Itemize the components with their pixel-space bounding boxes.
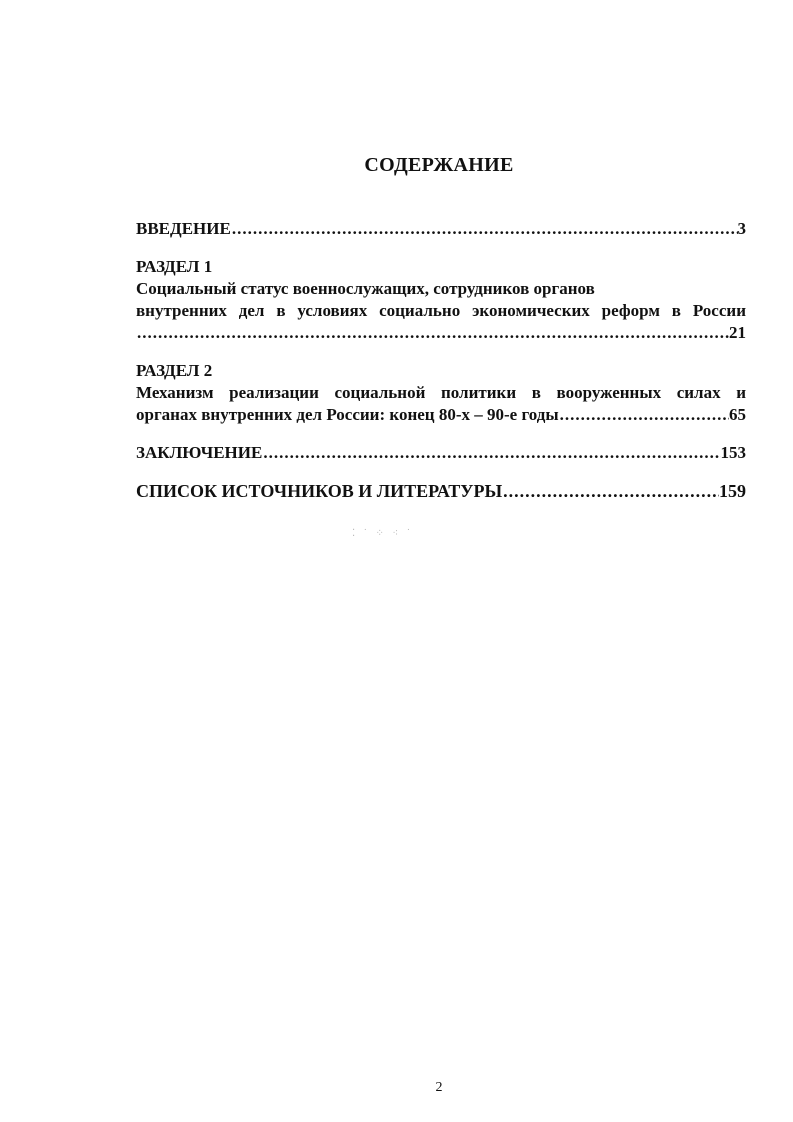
toc-section-heading: РАЗДЕЛ 1 — [136, 257, 213, 276]
dot-leader — [231, 218, 738, 240]
dot-leader — [559, 404, 729, 426]
toc-entry-section-2[interactable] — [136, 360, 746, 426]
toc-entry-references[interactable] — [136, 480, 746, 502]
page-title: СОДЕРЖАНИЕ — [364, 154, 514, 176]
dot-leader — [262, 442, 720, 464]
toc-line — [136, 322, 746, 344]
toc-line — [136, 404, 746, 426]
toc-entry-label: СПИСОК ИСТОЧНИКОВ И ЛИТЕРАТУРЫ — [136, 481, 503, 501]
table-of-contents — [136, 218, 746, 502]
dot-leader — [502, 480, 719, 502]
toc-page-number: 153 — [720, 443, 746, 462]
dot-leader — [136, 322, 729, 344]
toc-entry-introduction[interactable] — [136, 218, 746, 240]
toc-page-number: 3 — [737, 219, 746, 238]
toc-entry-section-1[interactable] — [136, 256, 746, 344]
toc-entry-title-line: внутренних дел в условиях социально экономических реформ в России — [136, 301, 746, 320]
toc-line — [136, 480, 746, 502]
toc-section-heading: РАЗДЕЛ 2 — [136, 361, 213, 380]
toc-entry-label: ЗАКЛЮЧЕНИЕ — [136, 443, 263, 462]
toc-entry-title-line: Механизм реализации социальной политики в вооруженных силах и — [136, 383, 746, 402]
toc-line — [136, 218, 746, 240]
toc-page-number: 21 — [729, 323, 746, 342]
toc-entry-label: ВВЕДЕНИЕ — [136, 219, 231, 238]
page-number: 2 — [435, 1080, 443, 1095]
toc-line — [136, 442, 746, 464]
scan-artifact: ⁚ ˙ ⁘ ⁖ ˙ — [352, 528, 414, 539]
toc-entry-title-line: органах внутренних дел России: конец 80-х – 90-е годы — [136, 405, 559, 424]
toc-page-number: 65 — [729, 405, 746, 424]
toc-entry-title-line: Социальный статус военнослужащих, сотрудников органов — [136, 279, 595, 298]
toc-entry-conclusion[interactable] — [136, 442, 746, 464]
toc-page-number: 159 — [719, 481, 746, 501]
